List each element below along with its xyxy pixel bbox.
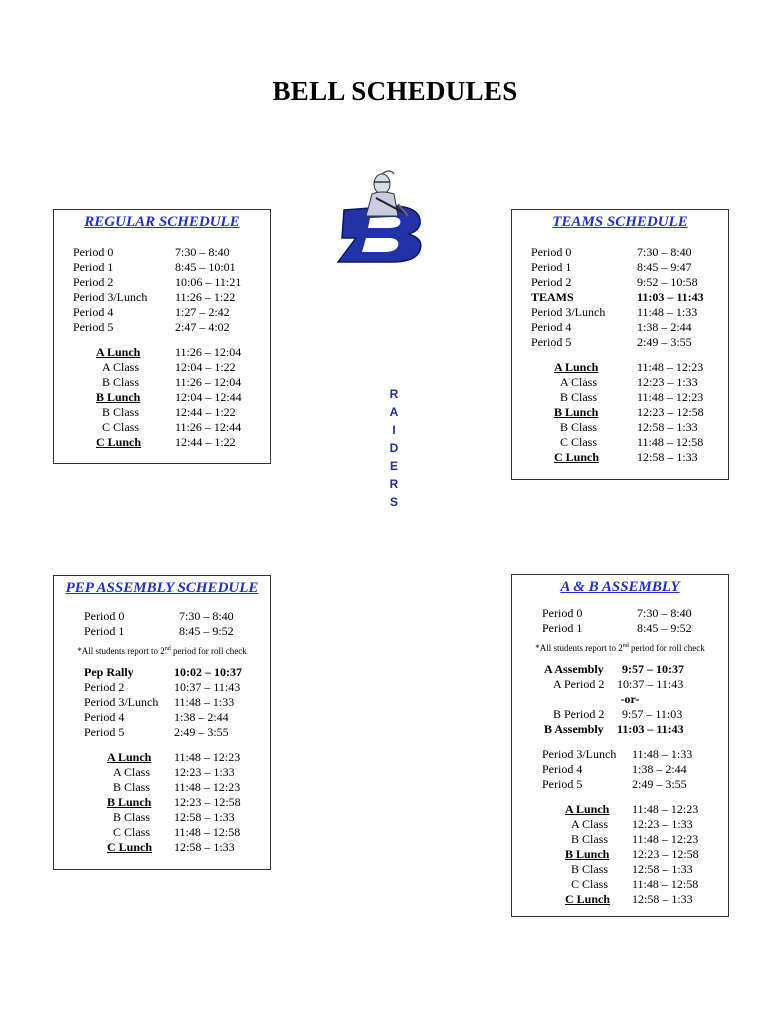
row-label: Pep Rally [84,665,134,679]
row-label: B Class [560,390,598,404]
row-label: Period 5 [84,725,125,739]
row-label: Period 1 [84,624,125,638]
row-label: A Class [113,765,151,779]
row-label: Period 5 [542,777,583,791]
lunch-row [512,435,728,450]
row-label: Period 2 [73,275,114,289]
row-label: A Class [571,817,609,831]
row-time: 12:23 – 12:58 [174,795,241,809]
a-assembly-row [512,662,728,677]
lunch-header-label: B Lunch [565,847,610,861]
teams-schedule-box [511,209,729,480]
row-label: B Class [113,780,151,794]
period-row [512,260,728,275]
note-sup: nd [164,646,171,652]
row-time: 11:48 – 12:58 [632,877,699,891]
lunch-row [54,360,270,375]
row-label: B Assembly [544,722,604,736]
row-label: A Period 2 [553,677,605,691]
row-time: 12:23 – 12:58 [637,405,704,419]
pep-assembly-title: PEP ASSEMBLY SCHEDULE [65,580,259,596]
row-time: 9:52 – 10:58 [637,275,698,289]
row-time: 11:48 – 1:33 [174,695,235,709]
lunch-row [54,750,270,765]
row-time: 12:58 – 1:33 [632,862,693,876]
raiders-letter: S [389,495,398,509]
note-text: *All students report to 2 [535,643,623,653]
lunch-header-label: A Lunch [96,345,141,359]
knight-logo-icon [336,168,434,266]
row-time: 1:27 – 2:42 [175,305,230,319]
row-time: 7:30 – 8:40 [179,609,234,623]
period-row [512,762,728,777]
period-row [54,245,270,260]
note-sup: nd [622,643,629,649]
roll-check-note [54,643,270,657]
row-label: B Class [571,832,609,846]
row-time: 7:30 – 8:40 [637,606,692,620]
lunch-row [512,877,728,892]
row-label: Period 0 [73,245,114,259]
row-time: 11:48 – 12:23 [174,780,241,794]
regular-schedule-box [53,209,271,464]
row-time: 11:48 – 12:58 [637,435,704,449]
lunch-row [512,892,728,907]
row-time: 11:48 – 12:23 [632,802,699,816]
row-label: Period 3/Lunch [84,695,159,709]
row-time: 11:26 – 1:22 [175,290,236,304]
row-time: 12:44 – 1:22 [175,435,236,449]
period-row [512,320,728,335]
raiders-letter: I [392,423,396,437]
period-row [54,695,270,710]
row-label: A Class [102,360,140,374]
row-label: Period 4 [542,762,583,776]
row-label: C Class [113,825,151,839]
row-time: 1:38 – 2:44 [174,710,229,724]
row-label: C Class [560,435,598,449]
row-time: 12:58 – 1:33 [174,840,235,854]
lunch-header-label: C Lunch [565,892,611,906]
row-time: 8:45 – 9:52 [637,621,692,635]
row-label: Period 0 [542,606,583,620]
row-time: 8:45 – 9:52 [179,624,234,638]
lunch-header-label: B Lunch [107,795,152,809]
row-time: 12:44 – 1:22 [175,405,236,419]
lunch-row [54,435,270,450]
lunch-row [54,345,270,360]
lunch-row [54,810,270,825]
row-label: Period 4 [84,710,125,724]
period-row [512,305,728,320]
lunch-header-label: B Lunch [96,390,141,404]
lunch-row [512,390,728,405]
row-time: 12:58 – 1:33 [637,420,698,434]
period-row [54,305,270,320]
row-time: 11:48 – 12:23 [637,360,704,374]
row-time: 11:48 – 1:33 [632,747,693,761]
row-label: C Class [102,420,140,434]
row-label: Period 1 [542,621,583,635]
a-period2-row [512,677,728,692]
row-time: 11:26 – 12:04 [175,345,242,359]
period-row [54,260,270,275]
lunch-header-label: C Lunch [554,450,600,464]
row-label: B Class [102,375,140,389]
or-separator: -or- [620,692,640,706]
row-time: 2:47 – 4:02 [175,320,230,334]
row-time: 10:37 – 11:43 [617,677,684,691]
lunch-row [54,405,270,420]
row-time: 12:04 – 1:22 [175,360,236,374]
period-row [54,725,270,740]
period-row [512,606,728,621]
row-label: Period 3/Lunch [542,747,617,761]
row-label: B Period 2 [553,707,605,721]
row-label: Period 2 [84,680,125,694]
row-time: 2:49 – 3:55 [632,777,687,791]
lunch-row [512,450,728,465]
note-text: *All students report to 2 [77,646,165,656]
period-row [512,275,728,290]
row-label: Period 2 [531,275,572,289]
row-label: Period 1 [531,260,572,274]
lunch-row [54,825,270,840]
period-row [54,609,270,624]
row-label: TEAMS [531,290,574,304]
ab-assembly-box [511,574,729,917]
period-row [54,275,270,290]
row-time: 1:38 – 2:44 [632,762,687,776]
row-time: 12:58 – 1:33 [637,450,698,464]
row-label: Period 4 [73,305,114,319]
row-time: 2:49 – 3:55 [637,335,692,349]
row-time: 11:26 – 12:04 [175,375,242,389]
row-label: C Class [571,877,609,891]
row-time: 12:23 – 1:33 [632,817,693,831]
lunch-row [512,405,728,420]
row-time: 10:06 – 11:21 [175,275,242,289]
period-row [54,624,270,639]
pep-assembly-box [53,575,271,870]
row-label: B Class [571,862,609,876]
lunch-header-label: B Lunch [554,405,599,419]
b-assembly-row [512,722,728,737]
raiders-letter: A [389,405,399,419]
row-time: 12:04 – 12:44 [175,390,242,404]
row-time: 9:57 – 11:03 [622,707,683,721]
period-row [54,290,270,305]
page-title: BELL SCHEDULES [272,76,518,106]
lunch-row [54,420,270,435]
lunch-header-label: C Lunch [96,435,142,449]
period-row [54,665,270,680]
row-label: B Class [560,420,598,434]
period-row [512,777,728,792]
note-text: period for roll check [628,643,705,653]
row-time: 12:23 – 1:33 [174,765,235,779]
row-time: 11:03 – 11:43 [617,722,684,736]
lunch-row [54,840,270,855]
row-time: 11:48 – 12:58 [174,825,241,839]
row-time: 10:02 – 10:37 [174,665,242,679]
lunch-row [54,765,270,780]
lunch-header-label: A Lunch [565,802,610,816]
row-label: Period 3/Lunch [73,290,148,304]
lunch-row [512,817,728,832]
row-time: 12:58 – 1:33 [632,892,693,906]
lunch-row [512,802,728,817]
row-time: 11:26 – 12:44 [175,420,242,434]
lunch-row [54,795,270,810]
lunch-row [54,390,270,405]
row-time: 10:37 – 11:43 [174,680,241,694]
period-row [512,747,728,762]
note-text: period for roll check [170,646,247,656]
lunch-row [512,832,728,847]
b-period2-row [512,707,728,722]
lunch-row [512,420,728,435]
row-time: 1:38 – 2:44 [637,320,692,334]
row-time: 11:48 – 1:33 [637,305,698,319]
roll-check-note [512,640,728,654]
row-time: 12:58 – 1:33 [174,810,235,824]
row-time: 12:23 – 12:58 [632,847,699,861]
row-label: B Class [113,810,151,824]
period-row [54,710,270,725]
lunch-row [512,375,728,390]
row-time: 11:48 – 12:23 [632,832,699,846]
row-label: A Assembly [544,662,604,676]
raiders-letter: E [389,459,398,473]
row-time: 11:03 – 11:43 [637,290,704,304]
row-time: 9:57 – 10:37 [622,662,684,676]
lunch-row [54,375,270,390]
row-time: 11:48 – 12:23 [637,390,704,404]
lunch-row [54,780,270,795]
period-row [54,680,270,695]
lunch-header-label: A Lunch [107,750,152,764]
raiders-vertical-text [383,385,405,511]
lunch-header-label: A Lunch [554,360,599,374]
period-row [512,290,728,305]
lunch-row [512,862,728,877]
lunch-row [512,847,728,862]
row-label: Period 5 [73,320,114,334]
ab-assembly-title: A & B ASSEMBLY [560,579,680,595]
row-label: Period 0 [531,245,572,259]
raiders-letter: R [389,387,399,401]
period-row [512,621,728,636]
regular-schedule-title: REGULAR SCHEDULE [84,214,240,230]
lunch-header-label: C Lunch [107,840,153,854]
period-row [54,320,270,335]
row-time: 7:30 – 8:40 [175,245,230,259]
row-time: 8:45 – 10:01 [175,260,236,274]
raiders-letter: R [389,477,399,491]
row-label: Period 1 [73,260,114,274]
row-time: 2:49 – 3:55 [174,725,229,739]
row-label: Period 3/Lunch [531,305,606,319]
teams-schedule-title: TEAMS SCHEDULE [552,214,688,230]
row-label: Period 5 [531,335,572,349]
row-label: Period 0 [84,609,125,623]
lunch-row [512,360,728,375]
row-time: 8:45 – 9:47 [637,260,692,274]
row-label: A Class [560,375,598,389]
row-label: Period 4 [531,320,572,334]
raiders-letter: D [389,441,399,455]
row-time: 11:48 – 12:23 [174,750,241,764]
row-label: B Class [102,405,140,419]
row-time: 12:23 – 1:33 [637,375,698,389]
period-row [512,335,728,350]
row-time: 7:30 – 8:40 [637,245,692,259]
period-row [512,245,728,260]
